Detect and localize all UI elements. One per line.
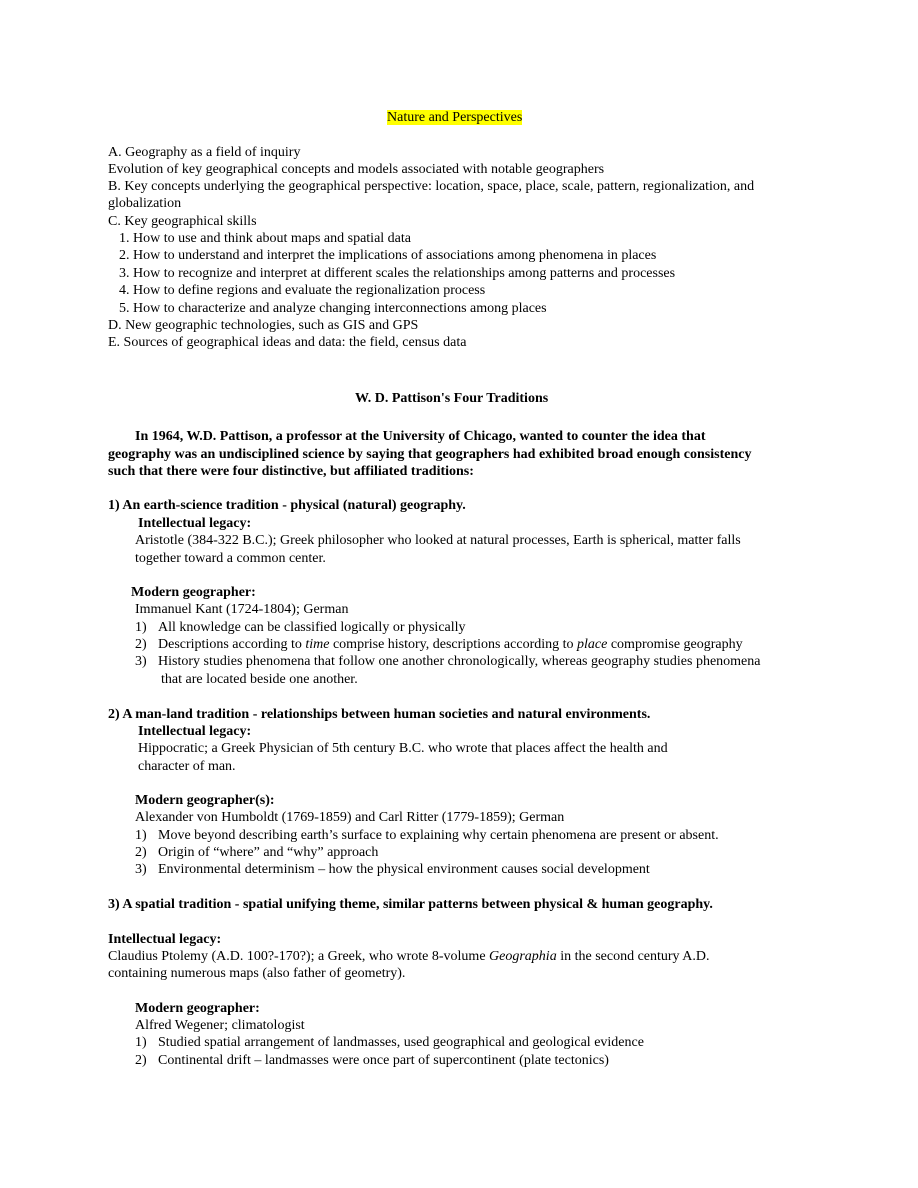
tradition1-modern-label: Modern geographer: [131,585,256,600]
point-text: History studies phenomena that follow one another chronologically, whereas geography studies phenomena [158,654,761,669]
tradition1-modern-name: Immanuel Kant (1724-1804); German [135,602,349,617]
tradition3-point [135,1052,609,1069]
tradition1-legacy-label: Intellectual legacy: [138,516,252,531]
page-title [387,109,522,126]
title-highlight: Nature and Perspectives [387,110,523,125]
tradition1-point [135,653,761,670]
point-text: Continental drift – landmasses were once part of supercontinent (plate tectonics) [158,1053,609,1068]
tradition2-legacy-line: Hippocratic; a Greek Physician of 5th century B.C. who wrote that places affect the health and [138,741,668,756]
tradition2-legacy-line: character of man. [138,759,236,774]
point-number: 1) [135,620,147,635]
pattison-intro-line: such that there were four distinctive, but affiliated traditions: [108,464,474,479]
tradition3-heading: 3) A spatial tradition - spatial unifying theme, similar patterns between physical & human geography. [108,897,713,912]
pattison-intro-line: geography was an undisciplined science by saying that geographers had exhibited broad enough consistency [108,447,752,462]
point-number: 3) [135,654,147,669]
tradition3-legacy-label: Intellectual legacy: [108,932,222,947]
skill-item: 4. How to define regions and evaluate the regionalization process [119,283,486,298]
tradition2-modern-name: Alexander von Humboldt (1769-1859) and Carl Ritter (1779-1859); German [135,810,565,825]
outline-a-sub: Evolution of key geographical concepts and models associated with notable geographers [108,162,605,177]
tradition1-legacy-line: together toward a common center. [135,551,326,566]
skill-item: 5. How to characterize and analyze changing interconnections among places [119,301,547,316]
point-text: Descriptions according to [158,637,306,652]
skill-item: 3. How to recognize and interpret at different scales the relationships among patterns and processes [119,266,676,281]
point-italic-time: time [305,637,330,652]
tradition3-modern-name: Alfred Wegener; climatologist [135,1018,305,1033]
outline-d: D. New geographic technologies, such as GIS and GPS [108,318,419,333]
outline-e: E. Sources of geographical ideas and data: the field, census data [108,335,467,350]
tradition3-point [135,1034,644,1051]
point-text: compromise geography [607,637,743,652]
point-text: comprise history, descriptions according to [329,637,578,652]
point-text: Origin of “where” and “why” approach [158,845,379,860]
outline-b-line1: B. Key concepts underlying the geographical perspective: location, space, place, scale, pattern, regionalization, and [108,179,755,194]
outline-c: C. Key geographical skills [108,214,257,229]
point-italic-place: place [577,637,608,652]
legacy-text: in the second century A.D. [556,949,710,964]
point-number: 2) [135,637,147,652]
tradition3-legacy-line: containing numerous maps (also father of geometry). [108,966,406,981]
legacy-italic-title: Geographia [489,949,557,964]
point-text: Environmental determinism – how the physical environment causes social development [158,862,650,877]
outline-a: A. Geography as a field of inquiry [108,145,301,160]
tradition2-modern-label: Modern geographer(s): [135,793,275,808]
pattison-intro-line: In 1964, W.D. Pattison, a professor at the University of Chicago, wanted to counter the idea that [135,429,706,444]
point-number: 2) [135,1053,147,1068]
tradition2-heading: 2) A man-land tradition - relationships between human societies and natural environments. [108,707,651,722]
tradition2-legacy-label: Intellectual legacy: [138,724,252,739]
point-number: 2) [135,845,147,860]
pattison-heading: W. D. Pattison's Four Traditions [355,391,549,406]
tradition1-point-continuation: that are located beside one another. [161,672,358,687]
tradition3-legacy-line [108,948,710,965]
point-number: 1) [135,1035,147,1050]
skill-item: 2. How to understand and interpret the implications of associations among phenomena in places [119,248,657,263]
point-text: Move beyond describing earth’s surface to explaining why certain phenomena are present or absent. [158,828,719,843]
tradition2-point [135,844,378,861]
point-text: All knowledge can be classified logically or physically [158,620,466,635]
tradition1-point [135,619,466,636]
point-number: 3) [135,862,147,877]
outline-b-line2: globalization [108,196,182,211]
tradition2-point [135,861,650,878]
legacy-text: Claudius Ptolemy (A.D. 100?-170?); a Greek, who wrote 8-volume [108,949,490,964]
skill-item: 1. How to use and think about maps and spatial data [119,231,411,246]
point-number: 1) [135,828,147,843]
tradition2-point [135,827,719,844]
point-text: Studied spatial arrangement of landmasses, used geographical and geological evidence [158,1035,644,1050]
tradition1-legacy-line: Aristotle (384-322 B.C.); Greek philosopher who looked at natural processes, Earth is spherical, matter falls [135,533,741,548]
tradition1-heading: 1) An earth-science tradition - physical (natural) geography. [108,498,466,513]
tradition3-modern-label: Modern geographer: [135,1001,260,1016]
tradition1-point [135,636,743,653]
